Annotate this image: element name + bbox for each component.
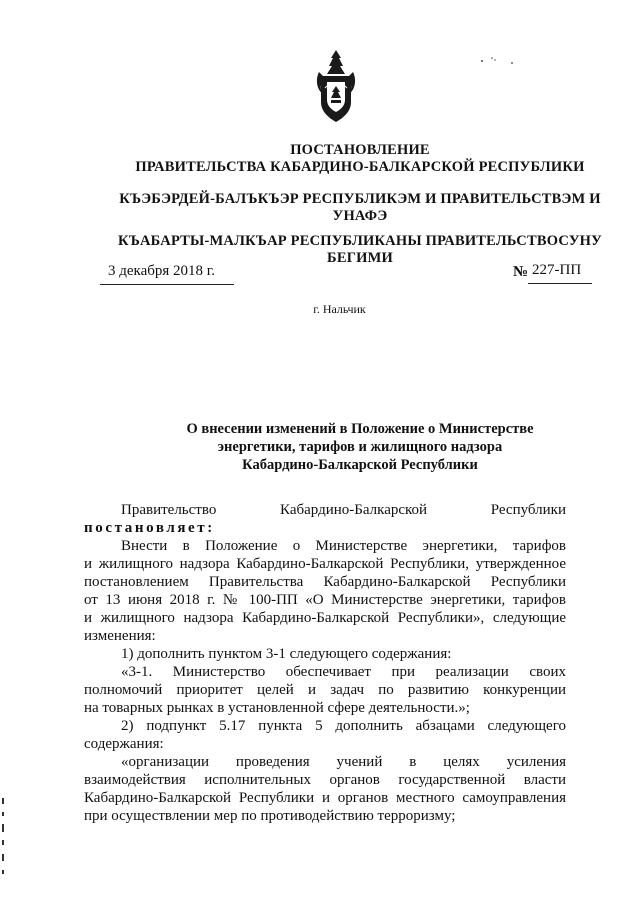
document-title-line-1: О внесении изменений в Положение о Министерстве <box>186 421 534 437</box>
scan-edge-marks <box>2 798 6 898</box>
body-line: полномочий приоритет целей и задач по развитию конкуренции <box>84 682 566 698</box>
header-government-kabardian: КЪЭБЭРДЕЙ-БАЛЪКЪЭР РЕСПУБЛИКЭМ И ПРАВИТЕЛЬСТВЭМ И <box>119 191 601 207</box>
body-line: «3-1. Министерство обеспечивает при реализации своих <box>121 664 566 680</box>
scan-specks <box>478 55 518 65</box>
header-government-ru: ПРАВИТЕЛЬСТВА КАБАРДИНО-БАЛКАРСКОЙ РЕСПУБЛИКИ <box>135 159 585 175</box>
header-government-kabardian-cont: УНАФЭ <box>332 208 388 224</box>
body-line: и жилищного надзора Кабардино-Балкарской Республики», следующие <box>84 610 566 626</box>
coat-of-arms-emblem <box>313 48 359 124</box>
date-underline <box>100 284 234 285</box>
body-line: постановлением Правительства Кабардино-Балкарской Республики <box>84 574 566 590</box>
body-line: Внести в Положение о Министерстве энергетики, тарифов <box>121 538 566 554</box>
body-line: от 13 июня 2018 г. № 100-ПП «О Министерстве энергетики, тарифов <box>84 592 566 608</box>
body-line: изменения: <box>84 628 156 644</box>
document-number: 227-ПП <box>532 262 582 278</box>
city: г. Нальчик <box>313 302 366 316</box>
document-title-line-2: энергетики, тарифов и жилищного надзора <box>217 439 503 455</box>
body-line: и жилищного надзора Кабардино-Балкарской Республики, утвержденное <box>84 556 566 572</box>
number-sign: № <box>513 264 529 280</box>
body-line: Правительство Кабардино-Балкарской Республики <box>121 502 566 518</box>
document-title-line-3: Кабардино-Балкарской Республики <box>242 457 478 473</box>
body-line: 2) подпункт 5.17 пункта 5 дополнить абзацами следующего <box>121 718 566 734</box>
body-line: 1) дополнить пунктом 3-1 следующего содержания: <box>121 646 452 662</box>
body-line: на товарных рынках в установленной сфере деятельности.»; <box>84 700 470 716</box>
header-government-balkar: КЪАБАРТЫ-МАЛКЪАР РЕСПУБЛИКАНЫ ПРАВИТЕЛЬСТВОСУНУ <box>118 233 602 249</box>
body-line: «организации проведения учений в целях усиления <box>121 754 566 770</box>
document-date: 3 декабря 2018 г. <box>108 263 215 279</box>
body-line: содержания: <box>84 736 164 752</box>
body-line: постановляет: <box>84 520 215 536</box>
header-title: ПОСТАНОВЛЕНИЕ <box>290 142 430 158</box>
number-underline <box>528 283 592 284</box>
body-line: при осуществлении мер по противодействию терроризму; <box>84 808 456 824</box>
body-line: Кабардино-Балкарской Республики и органов местного самоуправления <box>84 790 566 806</box>
body-line: взаимодействия исполнительных органов государственной власти <box>84 772 566 788</box>
header-government-balkar-cont: БЕГИМИ <box>327 250 393 266</box>
